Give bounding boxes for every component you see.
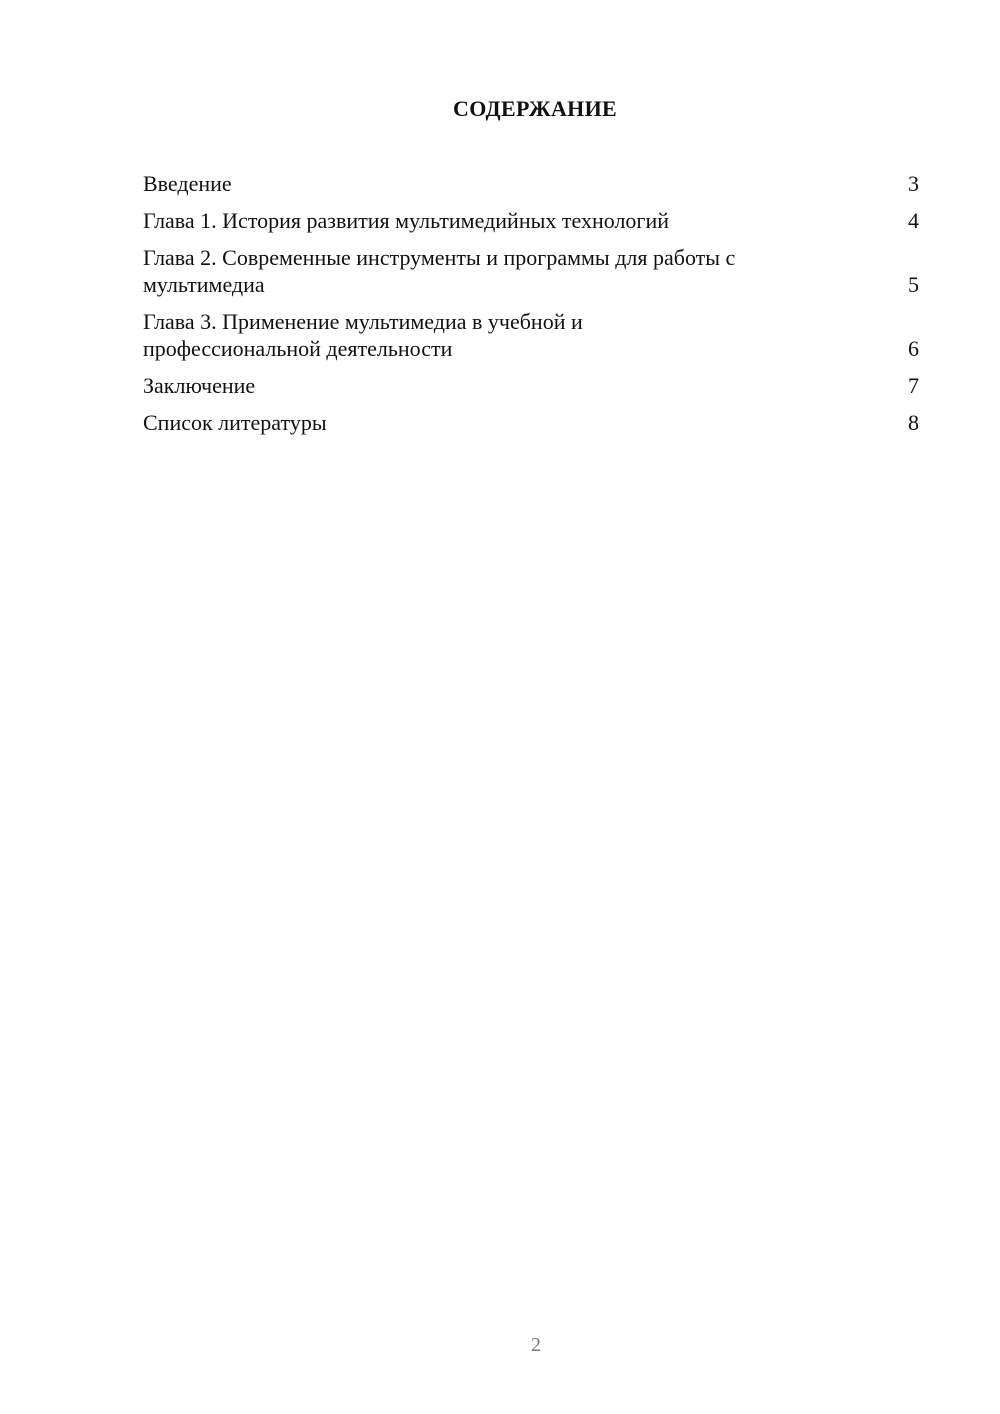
toc-entry-page: 6 bbox=[908, 336, 919, 361]
toc-entry-chapter-3[interactable] bbox=[143, 308, 919, 362]
toc-entry-introduction[interactable] bbox=[143, 170, 919, 197]
toc-entry-title-line: мультимедиа bbox=[143, 272, 265, 297]
toc-entry-title-line: Введение bbox=[143, 171, 232, 196]
toc-entry-title-line: Список литературы bbox=[143, 410, 327, 435]
toc-entry-title-line: Заключение bbox=[143, 373, 256, 398]
toc-entry-conclusion[interactable] bbox=[143, 372, 919, 399]
page-title: СОДЕРЖАНИЕ bbox=[453, 96, 617, 121]
toc-entry-title bbox=[143, 244, 833, 298]
toc-entry-chapter-1[interactable] bbox=[143, 207, 919, 234]
toc-entry-title-line: Глава 2. Современные инструменты и программы для работы с bbox=[143, 245, 736, 270]
toc-entry-title-line: профессиональной деятельности bbox=[143, 336, 453, 361]
toc-entry-page: 8 bbox=[908, 410, 919, 435]
table-of-contents bbox=[143, 170, 919, 446]
toc-entry-page: 4 bbox=[908, 208, 919, 233]
toc-entry-references[interactable] bbox=[143, 409, 919, 436]
toc-entry-page: 7 bbox=[908, 373, 919, 398]
toc-entry-page: 3 bbox=[908, 171, 919, 196]
toc-entry-title-line: Глава 1. История развития мультимедийных технологий bbox=[143, 208, 669, 233]
toc-entry-title-line: Глава 3. Применение мультимедиа в учебной и bbox=[143, 309, 583, 334]
toc-entry-page: 5 bbox=[908, 272, 919, 297]
toc-entry-title bbox=[143, 207, 833, 234]
page-number: 2 bbox=[531, 1334, 541, 1356]
toc-entry-title bbox=[143, 372, 833, 399]
toc-entry-chapter-2[interactable] bbox=[143, 244, 919, 298]
toc-entry-title bbox=[143, 409, 833, 436]
toc-entry-title bbox=[143, 308, 833, 362]
toc-entry-title bbox=[143, 170, 833, 197]
